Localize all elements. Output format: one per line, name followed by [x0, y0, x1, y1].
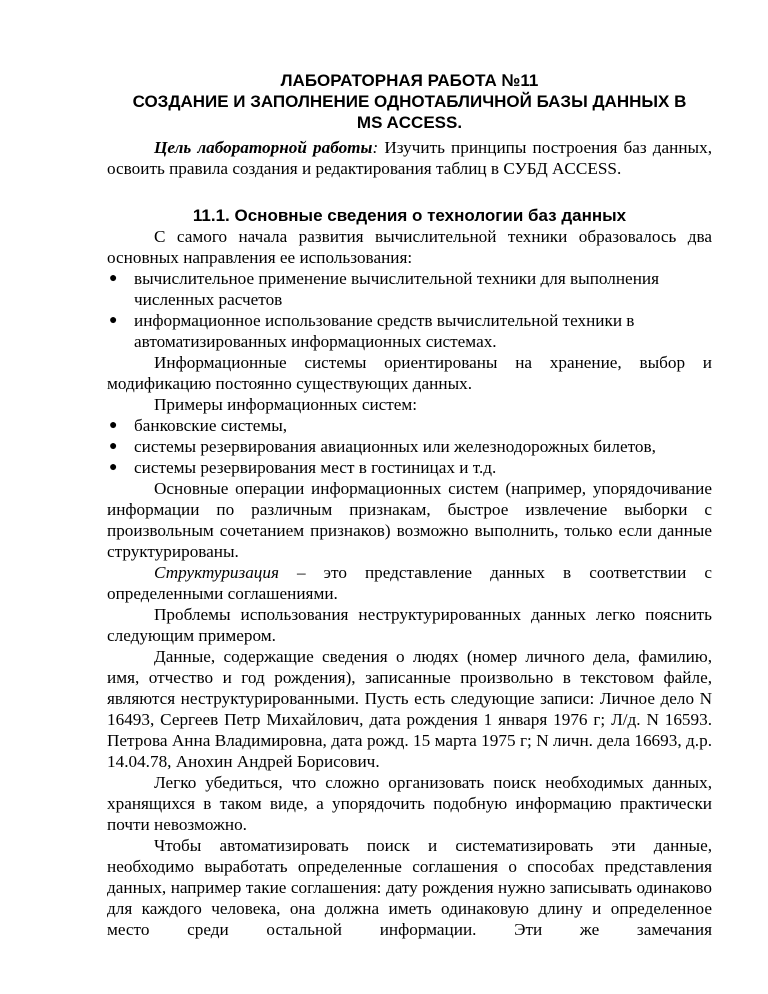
paragraph-7: Данные, содержащие сведения о людях (номер личного дела, фамилию, имя, отчество и год рождения), записанные произвольно в текстовом файле, являются неструктурированными. Пусть есть следующие записи: Личное дело N 16493, Сергеев Петр Михайлович, дата рождения 1 января 1976 г; Л/д. N 16593. Петрова Анна Владимировна, дата рожд. 15 марта 1975 г; N личн. дела 16693, д.р. 14.04.78, Анохин Андрей Борисович. — [107, 647, 712, 771]
bullet-icon: ● — [109, 271, 118, 286]
list-item — [107, 436, 712, 457]
bullet-icon: ● — [109, 460, 118, 475]
section-heading: 11.1. Основные сведения о технологии баз данных — [192, 206, 627, 225]
bullet-list-2 — [107, 415, 712, 478]
goal-text: Изучить принципы построения баз данных, освоить правила создания и редактирования таблиц в СУБД ACCESS. — [107, 138, 712, 178]
paragraph-5-text: – это представление данных в соответствии с определенными соглашениями. — [107, 563, 712, 603]
paragraph-5 — [107, 562, 712, 604]
goal-colon: : — [372, 138, 379, 157]
paragraph-2: Информационные системы ориентированы на хранение, выбор и модификацию постоянно существующих данных. — [107, 353, 712, 393]
goal-paragraph — [107, 137, 712, 179]
list-item-text: вычислительное применение вычислительной техники для выполнения численных расчетов — [134, 269, 659, 309]
list-item — [107, 268, 712, 310]
paragraph-4: Основные операции информационных систем (например, упорядочивание информации по различным признакам, быстрое извлечение выборки с произвольным сочетанием признаков) возможно выполнить, только если данные структурированы. — [107, 479, 712, 561]
list-item — [107, 310, 712, 352]
paragraph-3: Примеры информационных систем: — [154, 395, 418, 414]
list-item-text: банковские системы, — [134, 416, 288, 435]
list-item — [107, 457, 712, 478]
list-item-text: информационное использование средств вычислительной техники в автоматизированных информационных системах. — [134, 311, 635, 351]
list-item-text: системы резервирования авиационных или железнодорожных билетов, — [134, 437, 656, 456]
list-item — [107, 415, 712, 436]
bullet-icon: ● — [109, 418, 118, 433]
bullet-icon: ● — [109, 439, 118, 454]
paragraph-6: Проблемы использования неструктурированных данных легко пояснить следующим примером. — [107, 605, 712, 645]
term-structurization: Структуризация — [154, 563, 279, 582]
document-title — [99, 70, 720, 133]
bullet-list-1 — [107, 268, 712, 352]
bullet-icon: ● — [109, 313, 118, 328]
title-line-1: ЛАБОРАТОРНАЯ РАБОТА №11 — [280, 71, 539, 90]
list-item-text: системы резервирования мест в гостиницах и т.д. — [134, 458, 497, 477]
paragraph-8: Легко убедиться, что сложно организовать поиск необходимых данных, хранящихся в таком виде, а упорядочить подобную информацию практически почти невозможно. — [107, 773, 712, 834]
goal-label: Цель лабораторной работы — [154, 138, 373, 157]
title-line-3: MS ACCESS. — [356, 113, 463, 132]
title-line-2: СОЗДАНИЕ И ЗАПОЛНЕНИЕ ОДНОТАБЛИЧНОЙ БАЗЫ ДАННЫХ В — [132, 92, 687, 111]
paragraph-9: Чтобы автоматизировать поиск и систематизировать эти данные, необходимо выработать определенные соглашения о способах представления данных, например такие соглашения: дату рождения нужно записывать одинаково для каждого человека, она должна иметь одинаковую длину и определенное место среди остальной информации. Эти же замечания — [107, 836, 712, 939]
paragraph-1: С самого начала развития вычислительной техники образовалось два основных направления ее использования: — [107, 227, 712, 267]
